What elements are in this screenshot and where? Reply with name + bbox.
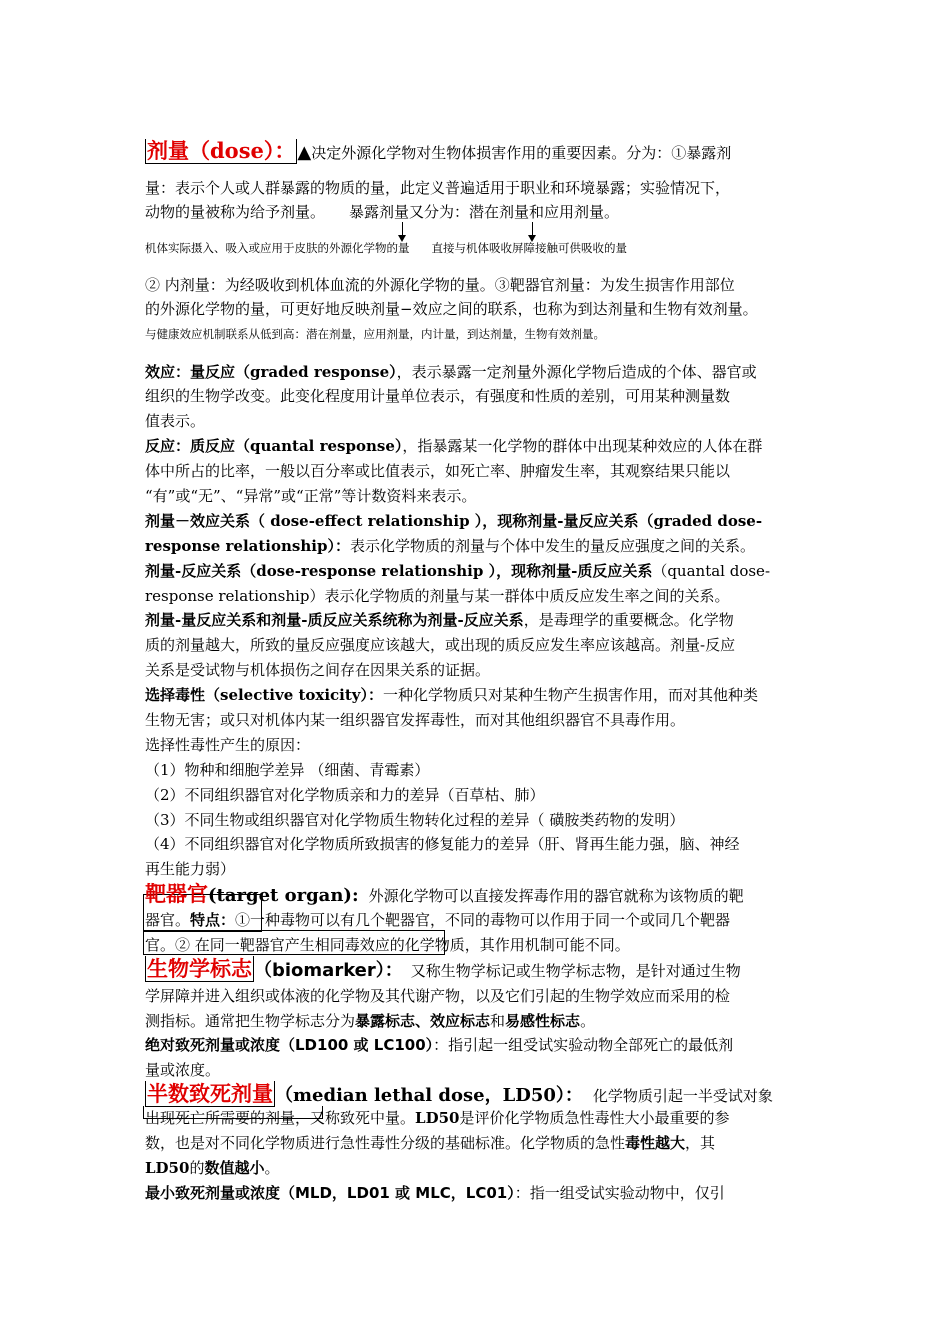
ld50-line-3: 数，也是对不同化学物质进行急性毒性分级的基础标准。化学物质的急性毒性越大，其 xyxy=(145,1134,716,1152)
dose-response-heading: 剂量-反应关系（dose-response relationship ），现称剂量-质反应关系 xyxy=(145,562,653,580)
ld50-heading: 半数致死剂量 xyxy=(147,1081,273,1106)
ld50-line-4: LD50的数值越小。 xyxy=(145,1159,280,1177)
ld50-line-1: 半数致死剂量 （median lethal dose，LD50）： 化学物质引起一半受试对象 xyxy=(147,1081,773,1106)
biomarker-line-1: 生物学标志 （biomarker）： 又称生物学标记或生物学标志物，是针对通过生物 xyxy=(147,956,741,981)
summary-heading: 剂量-量反应关系和剂量-质反应关系统称为剂量-反应关系 xyxy=(145,611,524,629)
response-line-3: “有”或“无”、“异常”或“正常”等计数资料来表示。 xyxy=(145,487,477,505)
dose-response-line-2: response relationship）表示化学物质的剂量与某一群体中质反应发生率之间的关系。 xyxy=(145,587,730,605)
response-heading: 反应：质反应（quantal response） xyxy=(145,437,403,455)
target-line-2: 器官。特点：①一种毒物可以有几个靶器官，不同的毒物可以作用于同一个或同几个靶器 xyxy=(145,911,731,929)
dose-line-4: ② 内剂量：为经吸收到机体血流的外源化学物的量。③靶器官剂量：为发生损害作用部位 xyxy=(145,276,735,294)
list-item: 再生能力弱） xyxy=(145,860,236,878)
list-item: （1）物种和细胞学差异 （细菌、青霉素） xyxy=(145,761,430,779)
effect-heading: 效应：量反应（graded response） xyxy=(145,363,397,381)
dose-line-5: 的外源化学物的量，可更好地反映剂量−效应之间的联系，也称为到达剂量和生物有效剂量。 xyxy=(145,300,758,318)
summary-line-3: 关系是受试物与机体损伤之间存在因果关系的证据。 xyxy=(145,661,491,679)
dose-note-line: 机体实际摄入、吸入或应用于皮肤的外源化学物的量 直接与机体吸收屏障接触可供吸收的量 xyxy=(145,241,627,255)
dose-line-3: 动物的量被称为给予剂量。 暴露剂量又分为：潜在剂量和应用剂量。 xyxy=(145,203,620,221)
response-line-1: 反应：质反应（quantal response），指暴露某一化学物的群体中出现某种效应的人体在群 xyxy=(145,437,763,455)
biomarker-heading: 生物学标志 xyxy=(147,956,252,981)
effect-line-3: 值表示。 xyxy=(145,412,206,430)
selective-line-2: 生物无害；或只对机体内某一组织器官发挥毒性，而对其他组织器官不具毒作用。 xyxy=(145,711,686,729)
summary-line-1: 剂量-量反应关系和剂量-质反应关系统称为剂量-反应关系，是毒理学的重要概念。化学物 xyxy=(145,611,734,629)
dose-response-line-1: 剂量-反应关系（dose-response relationship ），现称剂量-质反应关系（quantal dose- xyxy=(145,562,771,580)
ld100-line-2: 量或浓度。 xyxy=(145,1061,221,1079)
response-line-2: 体中所占的比率，一般以百分率或比值表示，如死亡率、肿瘤发生率，其观察结果只能以 xyxy=(145,462,731,480)
target-heading: 靶器官 xyxy=(145,882,208,906)
dose-effect-line-2: response relationship）：表示化学物质的剂量与个体中发生的量反应强度之间的关系。 xyxy=(145,537,755,555)
dose-effect-heading: 剂量－效应关系（ dose-effect relationship ），现称剂量-量反应关系（graded dose- xyxy=(145,512,763,530)
list-item: （4）不同组织器官对化学物质所致损害的修复能力的差异（肝、肾再生能力强，脑、神经 xyxy=(145,835,740,853)
selective-line-1: 选择毒性（selective toxicity）：一种化学物质只对某种生物产生损害作用，而对其他种类 xyxy=(145,686,759,704)
effect-line-2: 组织的生物学改变。此变化程度用计量单位表示，有强度和性质的差别，可用某种测量数 xyxy=(145,387,731,405)
biomarker-line-3: 测指标。通常把生物学标志分为暴露标志、效应标志和易感性标志。 xyxy=(145,1012,596,1030)
ld50-line-2: 出现死亡所需要的剂量，又称致死中量。LD50是评价化学物质急性毒性大小最重要的参 xyxy=(145,1109,730,1127)
dose-note-order: 与健康效应机制联系从低到高：潜在剂量，应用剂量，内计量，到达剂量，生物有效剂量。 xyxy=(145,327,605,341)
target-line-1: 靶器官(target organ): 外源化学物可以直接发挥毒作用的器官就称为该物质的靶 xyxy=(145,882,744,906)
target-line-3: 官。② 在同一靶器官产生相同毒效应的化学物质，其作用机制可能不同。 xyxy=(145,936,630,954)
list-item: （2）不同组织器官对化学物质亲和力的差异（百草枯、肺） xyxy=(145,786,545,804)
mld-heading: 最小致死剂量或浓度（MLD，LD01 或 MLC，LC01） xyxy=(145,1184,515,1202)
triangle-icon: ▲ xyxy=(297,142,312,163)
summary-line-2: 质的剂量越大，所致的量反应强度应该越大，或出现的质反应发生率应该越高。剂量-反应 xyxy=(145,636,736,654)
dose-line-2: 量：表示个人或人群暴露的物质的量，此定义普遍适用于职业和环境暴露；实验情况下， xyxy=(145,179,731,197)
selective-line-3: 选择性毒性产生的原因： xyxy=(145,736,311,754)
ld100-line-1: 绝对致死剂量或浓度（LD100 或 LC100）：指引起一组受试实验动物全部死亡的最低剂 xyxy=(145,1036,734,1054)
selective-heading: 选择毒性（selective toxicity）： xyxy=(145,686,384,704)
biomarker-line-2: 学屏障并进入组织或体液的化学物及其代谢产物，以及它们引起的生物学效应而采用的检 xyxy=(145,987,731,1005)
mld-line-1: 最小致死剂量或浓度（MLD，LD01 或 MLC，LC01）：指一组受试实验动物中，仅引 xyxy=(145,1184,725,1202)
ld100-heading: 绝对致死剂量或浓度（LD100 或 LC100） xyxy=(145,1036,434,1054)
dose-heading: 剂量（dose）： xyxy=(147,139,296,163)
list-item: （3）不同生物或组织器官对化学物质生物转化过程的差异（ 磺胺类药物的发明） xyxy=(145,811,685,829)
effect-line-1: 效应：量反应（graded response），表示暴露一定剂量外源化学物后造成的个体、器官或 xyxy=(145,363,757,381)
dose-line-1: 剂量（dose）： ▲决定外源化学物对生物体损害作用的重要因素。分为：①暴露剂 xyxy=(147,139,732,163)
